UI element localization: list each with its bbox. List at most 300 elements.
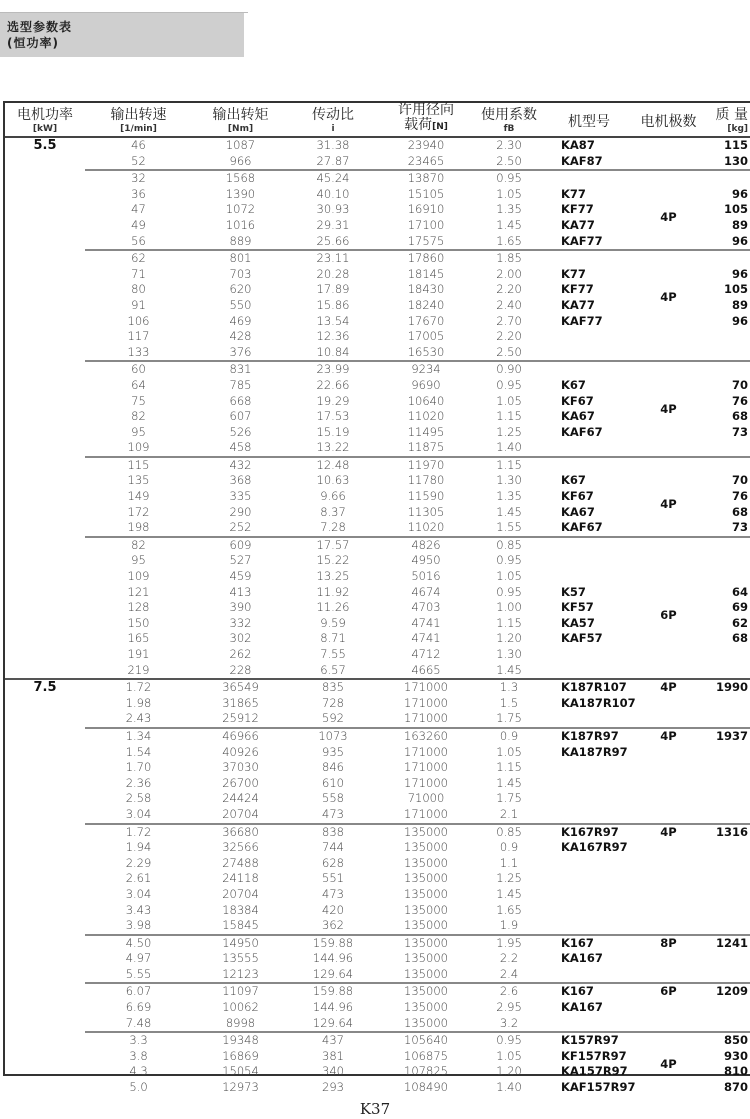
- service-factor: 1.45: [496, 217, 522, 232]
- output-speed: 3.04: [125, 806, 152, 821]
- output-speed: 2.43: [125, 711, 152, 726]
- table-row: [5, 711, 750, 728]
- poles: 8P: [635, 935, 702, 952]
- output-speed: 1.70: [125, 760, 152, 775]
- mass: 96: [731, 266, 748, 281]
- mass: [702, 569, 750, 585]
- service-factor: 1.25: [496, 424, 522, 439]
- service-factor: 3.2: [499, 1015, 519, 1030]
- service-factor: 1.05: [496, 744, 522, 759]
- output-torque: 469: [229, 313, 252, 328]
- model: KA167: [561, 1000, 603, 1015]
- mass: [702, 967, 750, 984]
- output-torque: 459: [229, 569, 252, 584]
- output-speed: 47: [131, 202, 146, 217]
- output-speed: 3.98: [125, 918, 152, 933]
- radial-load: 135000: [404, 951, 448, 966]
- mass: [702, 696, 750, 712]
- radial-load: 11305: [407, 504, 445, 519]
- poles: [635, 647, 702, 663]
- table-row: [5, 647, 750, 663]
- output-torque: 20704: [222, 886, 259, 901]
- mass: [702, 1000, 750, 1016]
- output-torque: 15845: [222, 918, 259, 933]
- ratio: 744: [322, 840, 344, 855]
- table-row: [5, 520, 750, 537]
- col-header-speed: 输出转速 [1/min]: [85, 103, 192, 137]
- model: KF157R97: [561, 1048, 627, 1063]
- poles: [635, 967, 702, 984]
- model: KA167: [561, 951, 603, 966]
- service-factor: 1.15: [475, 457, 543, 474]
- output-speed: 2.29: [125, 855, 152, 870]
- mass: [702, 791, 750, 807]
- output-torque: 228: [229, 662, 252, 677]
- output-speed: 2.58: [125, 791, 152, 806]
- poles: [635, 631, 702, 647]
- output-torque: 18384: [222, 902, 259, 917]
- radial-load: 135000: [404, 1000, 448, 1015]
- output-torque: 24424: [222, 791, 259, 806]
- poles: [635, 553, 702, 569]
- ratio: 27.87: [316, 153, 350, 168]
- service-factor: 0.95: [496, 584, 522, 599]
- service-factor: 2.40: [496, 297, 522, 312]
- mass: 930: [723, 1048, 748, 1063]
- model: K167: [543, 983, 635, 1000]
- table-row: [5, 345, 750, 362]
- radial-load: 18430: [407, 282, 445, 297]
- mass: [702, 361, 750, 378]
- ratio: 7.28: [320, 520, 346, 535]
- service-factor: 0.95: [475, 1032, 543, 1049]
- service-factor: 1.15: [496, 409, 522, 424]
- model: KA77: [561, 217, 595, 232]
- model: KA187R97: [561, 744, 628, 759]
- mass: [702, 760, 750, 776]
- mass: 1241: [702, 935, 750, 952]
- output-torque: 335: [229, 489, 252, 504]
- model: KA57: [561, 615, 595, 630]
- radial-load: 23940: [407, 138, 445, 152]
- ratio: 129.64: [312, 1015, 354, 1030]
- mass: 1316: [702, 824, 750, 841]
- page-subtitle: (恒功率): [7, 36, 59, 50]
- model: [543, 663, 635, 680]
- model: KA157R97: [561, 1064, 628, 1079]
- ratio: 1073: [289, 728, 377, 745]
- model: KAF67: [561, 520, 603, 535]
- ratio: 437: [289, 1032, 377, 1049]
- model: [543, 457, 635, 474]
- table-row: [5, 951, 750, 967]
- poles: [635, 154, 702, 171]
- ratio: 340: [322, 1064, 344, 1079]
- output-speed: 52: [131, 153, 146, 168]
- ratio: 40.10: [316, 186, 350, 201]
- service-factor: 1.15: [496, 615, 522, 630]
- model: KAF87: [561, 153, 603, 168]
- service-factor: 0.95: [475, 170, 543, 187]
- radial-load: 23465: [407, 153, 445, 168]
- table-row: [5, 361, 750, 378]
- poles: [635, 440, 702, 457]
- output-torque: 889: [229, 233, 252, 248]
- col-header-model: 机型号: [543, 103, 635, 137]
- model: [543, 791, 635, 807]
- poles: [635, 170, 702, 187]
- poles: [635, 663, 702, 680]
- table-row: [5, 489, 750, 505]
- model: [543, 537, 635, 554]
- output-torque: 620: [229, 282, 252, 297]
- service-factor: 1.00: [496, 600, 522, 615]
- service-factor: 1.65: [496, 902, 522, 917]
- service-factor: 1.75: [496, 791, 522, 806]
- table-row: [5, 791, 750, 807]
- poles: 4P: [660, 497, 677, 512]
- table-row: [5, 267, 750, 283]
- output-speed: 3.43: [125, 902, 152, 917]
- model: KAF157R97: [561, 1080, 636, 1095]
- model: [543, 856, 635, 872]
- output-torque: 8998: [225, 1015, 256, 1030]
- mass: [702, 840, 750, 856]
- ratio: 473: [322, 806, 344, 821]
- mass: 105: [723, 282, 748, 297]
- poles: 4P: [660, 210, 677, 225]
- poles: [635, 1080, 702, 1096]
- table-row: [5, 569, 750, 585]
- radial-load: 17670: [407, 313, 445, 328]
- poles: [635, 137, 702, 154]
- model: KF67: [561, 393, 594, 408]
- output-torque: 607: [229, 409, 252, 424]
- service-factor: 1.45: [496, 886, 522, 901]
- ratio: 144.96: [312, 1000, 354, 1015]
- service-factor: 1.20: [496, 631, 522, 646]
- output-speed: 62: [85, 250, 192, 267]
- mass: 68: [731, 409, 748, 424]
- service-factor: 1.65: [496, 233, 522, 248]
- table-row: [5, 663, 750, 680]
- radial-load: 135000: [377, 935, 475, 952]
- title-box: [0, 13, 244, 57]
- ratio: 22.66: [316, 377, 350, 392]
- poles: 4P: [635, 679, 702, 696]
- ratio: 11.26: [316, 600, 350, 615]
- model: [543, 967, 635, 984]
- model: [543, 918, 635, 935]
- ratio: 362: [322, 918, 344, 933]
- model: K67: [561, 473, 586, 488]
- table-row: [5, 1080, 750, 1096]
- radial-load: 18145: [407, 266, 445, 281]
- mass: [702, 856, 750, 872]
- motor-power: 7.5: [5, 679, 85, 1095]
- ratio: 13.54: [316, 313, 350, 328]
- service-factor: 1.30: [496, 647, 522, 661]
- ratio: 6.57: [320, 662, 346, 677]
- mass: 76: [731, 489, 748, 504]
- service-factor: 1.45: [496, 504, 522, 519]
- output-torque: 1087: [225, 138, 256, 152]
- ratio: 25.66: [316, 233, 350, 248]
- output-torque: 290: [229, 504, 252, 519]
- poles: [635, 903, 702, 919]
- service-factor: 1.9: [499, 918, 519, 933]
- poles: [635, 696, 702, 712]
- radial-load: 107825: [404, 1064, 448, 1079]
- service-factor: 2.6: [475, 983, 543, 1000]
- output-torque: 1568: [192, 170, 289, 187]
- service-factor: 2.00: [496, 266, 522, 281]
- table-row: [5, 871, 750, 887]
- model: K77: [561, 186, 586, 201]
- radial-load: 71000: [407, 791, 445, 806]
- motor-power: 5.5: [33, 138, 57, 153]
- table-row: [5, 394, 750, 410]
- service-factor: 1.30: [496, 473, 522, 488]
- table-body: [5, 137, 750, 1096]
- mass: 1209: [702, 983, 750, 1000]
- output-torque: 966: [229, 153, 252, 168]
- poles: 4P: [635, 728, 702, 745]
- table-row: [5, 553, 750, 569]
- output-speed: 32: [85, 170, 192, 187]
- service-factor: 2.50: [496, 344, 522, 359]
- ratio: 12.48: [289, 457, 377, 474]
- radial-load: 11020: [407, 409, 445, 424]
- output-torque: 46966: [192, 728, 289, 745]
- ratio: 129.64: [312, 966, 354, 981]
- mass: [702, 711, 750, 728]
- output-torque: 12123: [222, 966, 259, 981]
- radial-load: 4665: [411, 662, 441, 677]
- table-row: [5, 903, 750, 919]
- mass: 1990: [702, 679, 750, 696]
- service-factor: 1.40: [496, 440, 522, 455]
- model: K167R97: [543, 824, 635, 841]
- table-row: [5, 887, 750, 903]
- output-torque: 1072: [225, 202, 256, 217]
- mass: [702, 553, 750, 569]
- poles: 4P: [660, 401, 677, 416]
- radial-load: 135000: [404, 886, 448, 901]
- radial-load: 5016: [411, 569, 441, 584]
- table-row: [5, 760, 750, 776]
- service-factor: 1.05: [496, 393, 522, 408]
- radial-load: 13870: [377, 170, 475, 187]
- service-factor: 1.35: [496, 489, 522, 504]
- model: [543, 647, 635, 663]
- poles: [635, 951, 702, 967]
- output-speed: 95: [131, 424, 146, 439]
- mass: [702, 329, 750, 345]
- radial-load: 171000: [404, 775, 448, 790]
- mass: [702, 647, 750, 663]
- radial-load: 135000: [404, 855, 448, 870]
- output-torque: 1016: [225, 217, 256, 232]
- output-speed: 60: [85, 361, 192, 378]
- radial-load: 10640: [407, 393, 445, 408]
- poles: [635, 520, 702, 537]
- table-row: [5, 473, 750, 489]
- radial-load: 11970: [377, 457, 475, 474]
- output-speed: 106: [127, 313, 150, 328]
- output-torque: 413: [229, 584, 252, 599]
- model: [543, 711, 635, 728]
- output-torque: 785: [229, 377, 252, 392]
- radial-load: 9690: [411, 377, 441, 392]
- poles: [635, 187, 702, 203]
- radial-load: 16910: [407, 202, 445, 217]
- model: KF77: [561, 202, 594, 217]
- service-factor: 1.5: [499, 695, 519, 710]
- poles: [635, 457, 702, 474]
- output-torque: 36680: [192, 824, 289, 841]
- output-torque: 550: [229, 297, 252, 312]
- mass: 62: [731, 615, 748, 630]
- ratio: 15.86: [316, 297, 350, 312]
- ratio: 30.93: [316, 202, 350, 217]
- poles: [635, 585, 702, 601]
- radial-load: 11780: [407, 473, 445, 488]
- output-speed: 6.69: [125, 1000, 152, 1015]
- mass: [702, 776, 750, 792]
- model: KAF77: [561, 313, 603, 328]
- col-header-service-factor: 使用系数 fB: [475, 103, 543, 137]
- ratio: 558: [322, 791, 344, 806]
- ratio: 8.71: [320, 631, 346, 646]
- output-speed: 1.98: [125, 695, 152, 710]
- ratio: 17.57: [289, 537, 377, 554]
- service-factor: 1.85: [475, 250, 543, 267]
- output-torque: 13555: [222, 951, 259, 966]
- radial-load: 11495: [407, 424, 445, 439]
- radial-load: 135000: [404, 840, 448, 855]
- table-row: [5, 329, 750, 345]
- poles: [635, 250, 702, 267]
- output-speed: 46: [131, 138, 146, 152]
- poles: [635, 791, 702, 807]
- table-row: [5, 840, 750, 856]
- radial-load: 4741: [411, 631, 441, 646]
- table-row: [5, 935, 750, 952]
- table-row: [5, 1000, 750, 1016]
- output-speed: 109: [127, 569, 150, 584]
- output-speed: 4.97: [125, 951, 152, 966]
- table-row: [5, 679, 750, 696]
- model: KAF57: [561, 631, 603, 646]
- col-header-radial-load: 许用径向 载荷[N]: [377, 103, 475, 137]
- radial-load: 17005: [407, 329, 445, 344]
- ratio: 935: [322, 744, 344, 759]
- mass: [702, 903, 750, 919]
- service-factor: 0.90: [475, 361, 543, 378]
- mass: 68: [731, 631, 748, 646]
- radial-load: 18240: [407, 297, 445, 312]
- table-row: [5, 154, 750, 171]
- poles: [635, 711, 702, 728]
- output-torque: 526: [229, 424, 252, 439]
- service-factor: 2.20: [496, 329, 522, 344]
- ratio: 159.88: [289, 983, 377, 1000]
- output-speed: 82: [131, 409, 146, 424]
- output-torque: 14950: [192, 935, 289, 952]
- output-torque: 252: [229, 520, 252, 535]
- model: KAF67: [561, 424, 603, 439]
- table-row: [5, 440, 750, 457]
- service-factor: 2.30: [496, 138, 522, 152]
- model: KF77: [561, 282, 594, 297]
- service-factor: 2.20: [496, 282, 522, 297]
- radial-load: 4826: [377, 537, 475, 554]
- table-row: [5, 378, 750, 394]
- radial-load: 106875: [404, 1048, 448, 1063]
- page-number: K37: [359, 1100, 391, 1118]
- radial-load: 4674: [411, 584, 441, 599]
- ratio: 473: [322, 886, 344, 901]
- output-speed: 149: [127, 489, 150, 504]
- poles: [635, 887, 702, 903]
- table-row: [5, 537, 750, 554]
- output-speed: 121: [127, 584, 150, 599]
- radial-load: 4741: [411, 615, 441, 630]
- selection-table: [3, 101, 750, 1095]
- ratio: 20.28: [316, 266, 350, 281]
- model: [543, 807, 635, 824]
- poles: [635, 1000, 702, 1016]
- radial-load: 16530: [407, 344, 445, 359]
- output-speed: 133: [127, 344, 150, 359]
- service-factor: 2.1: [499, 806, 519, 821]
- mass: [702, 250, 750, 267]
- mass: 870: [723, 1080, 748, 1095]
- mass: [702, 918, 750, 935]
- table-row: [5, 202, 750, 218]
- radial-load: 135000: [377, 824, 475, 841]
- output-torque: 458: [229, 440, 252, 455]
- output-speed: 191: [127, 647, 150, 661]
- radial-load: 135000: [404, 871, 448, 886]
- service-factor: 1.35: [496, 202, 522, 217]
- ratio: 23.99: [289, 361, 377, 378]
- table-row: [5, 250, 750, 267]
- model: [543, 903, 635, 919]
- poles: [635, 329, 702, 345]
- radial-load: 171000: [404, 806, 448, 821]
- table-row: [5, 856, 750, 872]
- ratio: 144.96: [312, 951, 354, 966]
- service-factor: 1.40: [496, 1080, 522, 1095]
- model: KA87: [561, 138, 595, 152]
- model: [543, 329, 635, 345]
- radial-load: 135000: [404, 1015, 448, 1030]
- table-row: [5, 1049, 750, 1065]
- table-row: [5, 187, 750, 203]
- output-torque: 10062: [222, 1000, 259, 1015]
- model: [543, 776, 635, 792]
- col-header-torque: 输出转矩 [Nm]: [192, 103, 289, 137]
- poles: [635, 745, 702, 761]
- ratio: 19.29: [316, 393, 350, 408]
- model: [543, 345, 635, 362]
- output-torque: 801: [192, 250, 289, 267]
- output-torque: 668: [229, 393, 252, 408]
- output-speed: 135: [127, 473, 150, 488]
- table-row: [5, 745, 750, 761]
